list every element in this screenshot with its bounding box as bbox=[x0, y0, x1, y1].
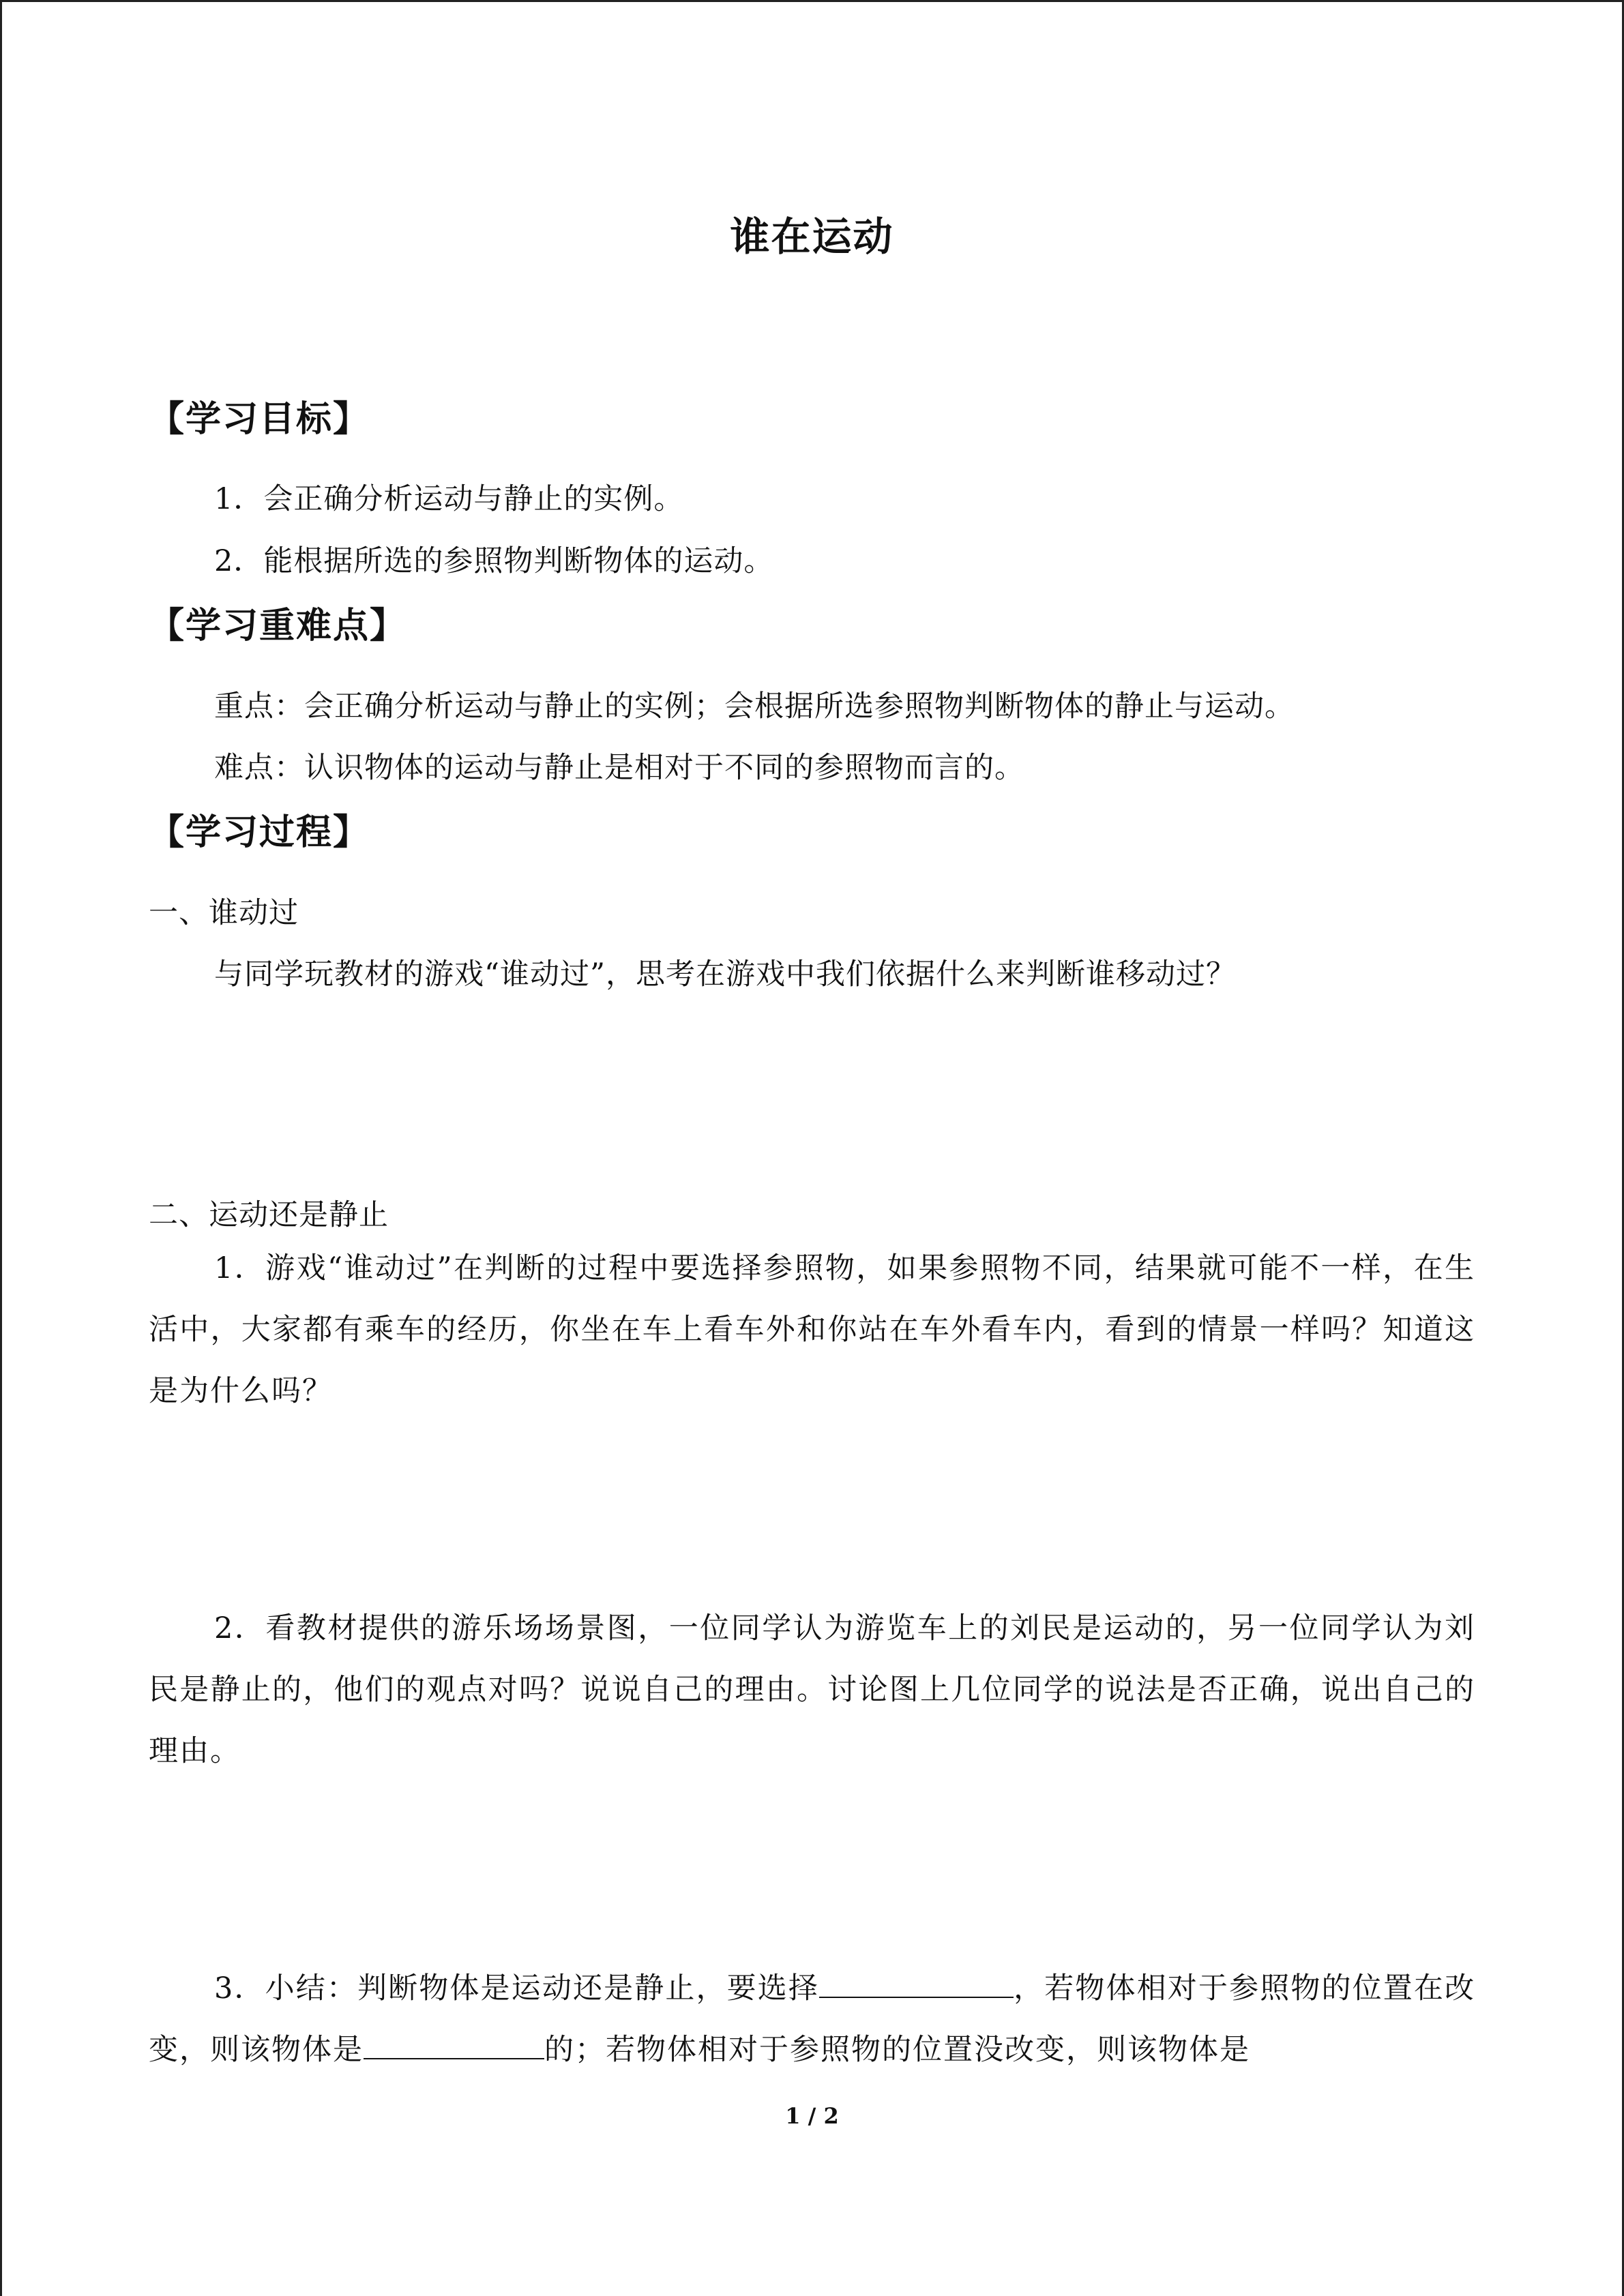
key-points-heading: 【学习重难点】 bbox=[149, 606, 407, 646]
page-title: 谁在运动 bbox=[730, 213, 894, 260]
question-1: 1．游戏“谁动过”在判断的过程中要选择参照物，如果参照物不同，结果就可能不一样，在生活中，大家都有乘车的经历，你坐在车上看车外和你站在车外看车内，看到的情景一样吗？知道这是为什么吗？ bbox=[149, 1251, 1475, 1408]
objectives-heading: 【学习目标】 bbox=[149, 399, 370, 440]
summary-text-2: ，若物体相对于参照物的位置在改变，则该物体是 bbox=[149, 1971, 1476, 2067]
summary-text-3: 的；若物体相对于参照物的位置没改变，则该物体是 bbox=[544, 2033, 1250, 2067]
key-point-text: 重点：会正确分析运动与静止的实例；会根据所选参照物判断物体的静止与运动。 bbox=[214, 689, 1295, 724]
objective-item-1: 1．会正确分析运动与静止的实例。 bbox=[214, 482, 684, 516]
question-2: 2．看教材提供的游乐场场景图，一位同学认为游览车上的刘民是运动的，另一位同学认为刘民是静止的，他们的观点对吗？说说自己的理由。讨论图上几位同学的说法是否正确，说出自己的理由。 bbox=[149, 1611, 1475, 1768]
process-heading: 【学习过程】 bbox=[149, 812, 370, 853]
part1-title: 一、谁动过 bbox=[149, 896, 299, 930]
difficulty-text: 难点：认识物体的运动与静止是相对于不同的参照物而言的。 bbox=[214, 751, 1024, 785]
fill-blank-reference-object[interactable] bbox=[819, 1968, 1014, 1998]
page-number: 1 / 2 bbox=[785, 2103, 839, 2129]
question-3-summary bbox=[149, 1958, 1475, 2081]
part2-title: 二、运动还是静止 bbox=[149, 1198, 389, 1232]
objective-item-2: 2．能根据所选的参照物判断物体的运动。 bbox=[214, 544, 774, 578]
summary-text-1: 3．小结：判断物体是运动还是静止，要选择 bbox=[214, 1971, 820, 2006]
fill-blank-moving[interactable] bbox=[364, 2029, 544, 2059]
part1-question: 与同学玩教材的游戏“谁动过”，思考在游戏中我们依据什么来判断谁移动过？ bbox=[214, 957, 1236, 992]
